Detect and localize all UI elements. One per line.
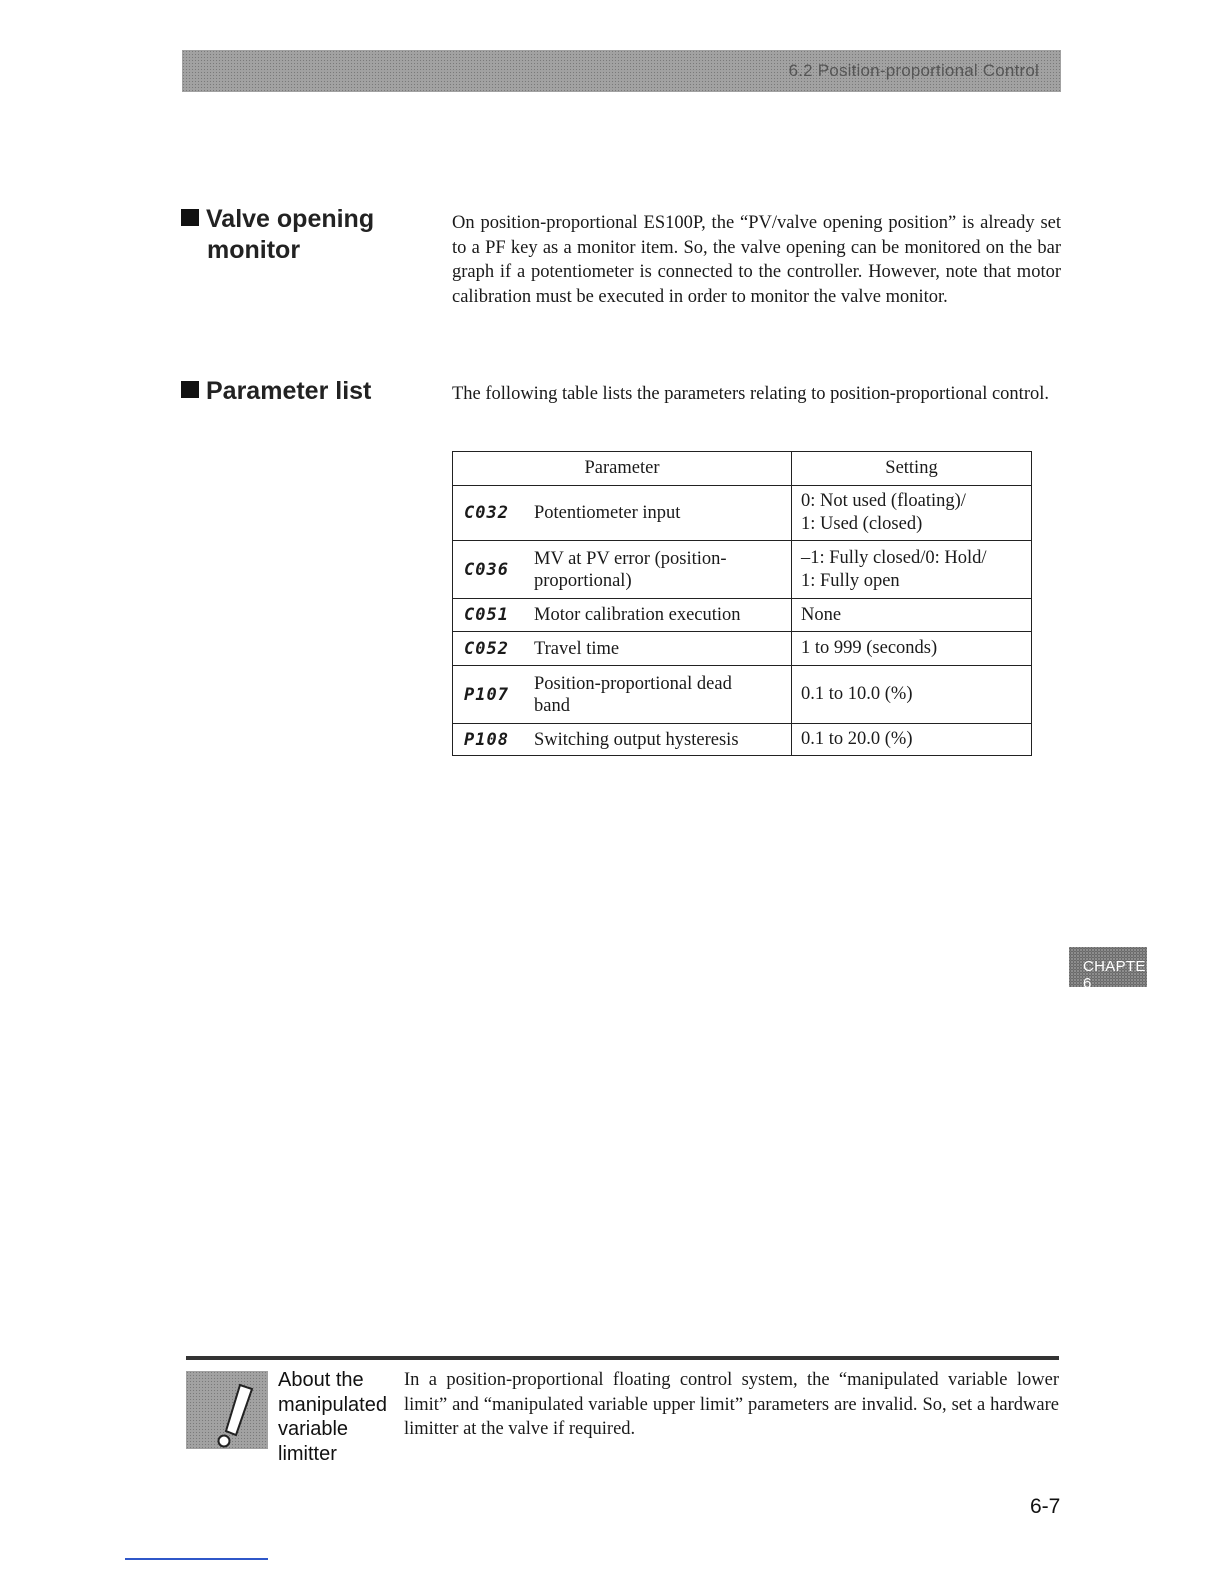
param-name: Motor calibration execution	[534, 605, 741, 625]
footer-line	[125, 1558, 268, 1560]
param-code: C051	[464, 605, 509, 625]
param-cell	[453, 599, 792, 632]
param-code: C036	[464, 559, 509, 580]
note-title: About the manipulated variable limitter	[278, 1369, 387, 1465]
running-header: 6.2 Position-proportional Control	[788, 61, 1039, 80]
param-cell	[453, 541, 792, 599]
setting-cell	[792, 541, 1032, 599]
valve-heading-line2: monitor	[207, 236, 301, 264]
param-name: Potentiometer input	[534, 503, 681, 523]
setting-cell	[792, 486, 1032, 541]
parameter-table	[452, 451, 1032, 756]
chapter-tab-label: CHAPTER 6	[1083, 958, 1157, 992]
note-body: In a position-proportional floating control system, the “manipulated variable lower limit” and “manipulated variable upper limit” parameters are invalid. So, set a hardware limitter at the valve if required.	[404, 1370, 1059, 1439]
table-row	[453, 666, 1032, 724]
param-cell	[453, 632, 792, 666]
table-row	[453, 724, 1032, 756]
parameter-section-heading	[181, 376, 371, 407]
param-cell	[453, 666, 792, 724]
param-cell	[453, 724, 792, 756]
valve-section-body: On position-proportional ES100P, the “PV/valve opening position” is already set to a PF key as a monitor item. So, the valve opening can be monitored on the bar graph if a potentiometer is connected to the controller. However, note that motor calibration must be executed in order to monitor the valve monitor.	[452, 213, 1061, 307]
param-name: Position-proportional dead band	[534, 673, 732, 716]
setting-cell	[792, 599, 1032, 632]
bullet-square-icon	[181, 381, 199, 398]
param-cell	[453, 486, 792, 541]
table-header-parameter: Parameter	[453, 452, 792, 486]
param-name: Travel time	[534, 638, 620, 659]
setting-line: 0.1 to 20.0 (%)	[801, 729, 913, 749]
valve-heading-line1: Valve opening	[206, 205, 375, 233]
setting-line: 1: Fully open	[801, 570, 900, 591]
setting-cell	[792, 632, 1032, 666]
param-code: P108	[464, 729, 509, 750]
param-code: P107	[464, 684, 509, 705]
bullet-square-icon	[181, 209, 199, 226]
param-code: C052	[464, 638, 509, 659]
exclamation-pencil-icon	[186, 1371, 268, 1449]
table-row	[453, 541, 1032, 599]
page-number: 6-7	[1030, 1495, 1061, 1518]
parameter-intro: The following table lists the parameters relating to position-proportional control.	[452, 384, 1049, 404]
table-header-row	[453, 452, 1032, 486]
table-row	[453, 632, 1032, 666]
setting-line: –1: Fully closed/0: Hold/	[801, 547, 987, 568]
setting-line: 1 to 999 (seconds)	[801, 638, 938, 658]
setting-cell	[792, 666, 1032, 724]
setting-line: None	[801, 604, 842, 625]
valve-section-heading	[181, 204, 374, 266]
table-header-setting: Setting	[792, 452, 1032, 486]
setting-line: 0.1 to 10.0 (%)	[801, 684, 913, 704]
setting-line: 1: Used (closed)	[801, 514, 923, 534]
param-name: Switching output hysteresis	[534, 729, 739, 750]
header-band	[182, 50, 1061, 92]
param-name: MV at PV error (position-proportional)	[534, 548, 727, 591]
table-row	[453, 599, 1032, 632]
parameter-heading-text: Parameter list	[206, 377, 372, 405]
exclamation-note-icon	[186, 1371, 268, 1449]
param-code: C032	[464, 503, 509, 523]
setting-cell	[792, 724, 1032, 756]
chapter-tab	[1069, 947, 1157, 992]
table-row	[453, 486, 1032, 541]
note-divider	[186, 1356, 1059, 1360]
setting-line: 0: Not used (floating)/	[801, 491, 966, 511]
